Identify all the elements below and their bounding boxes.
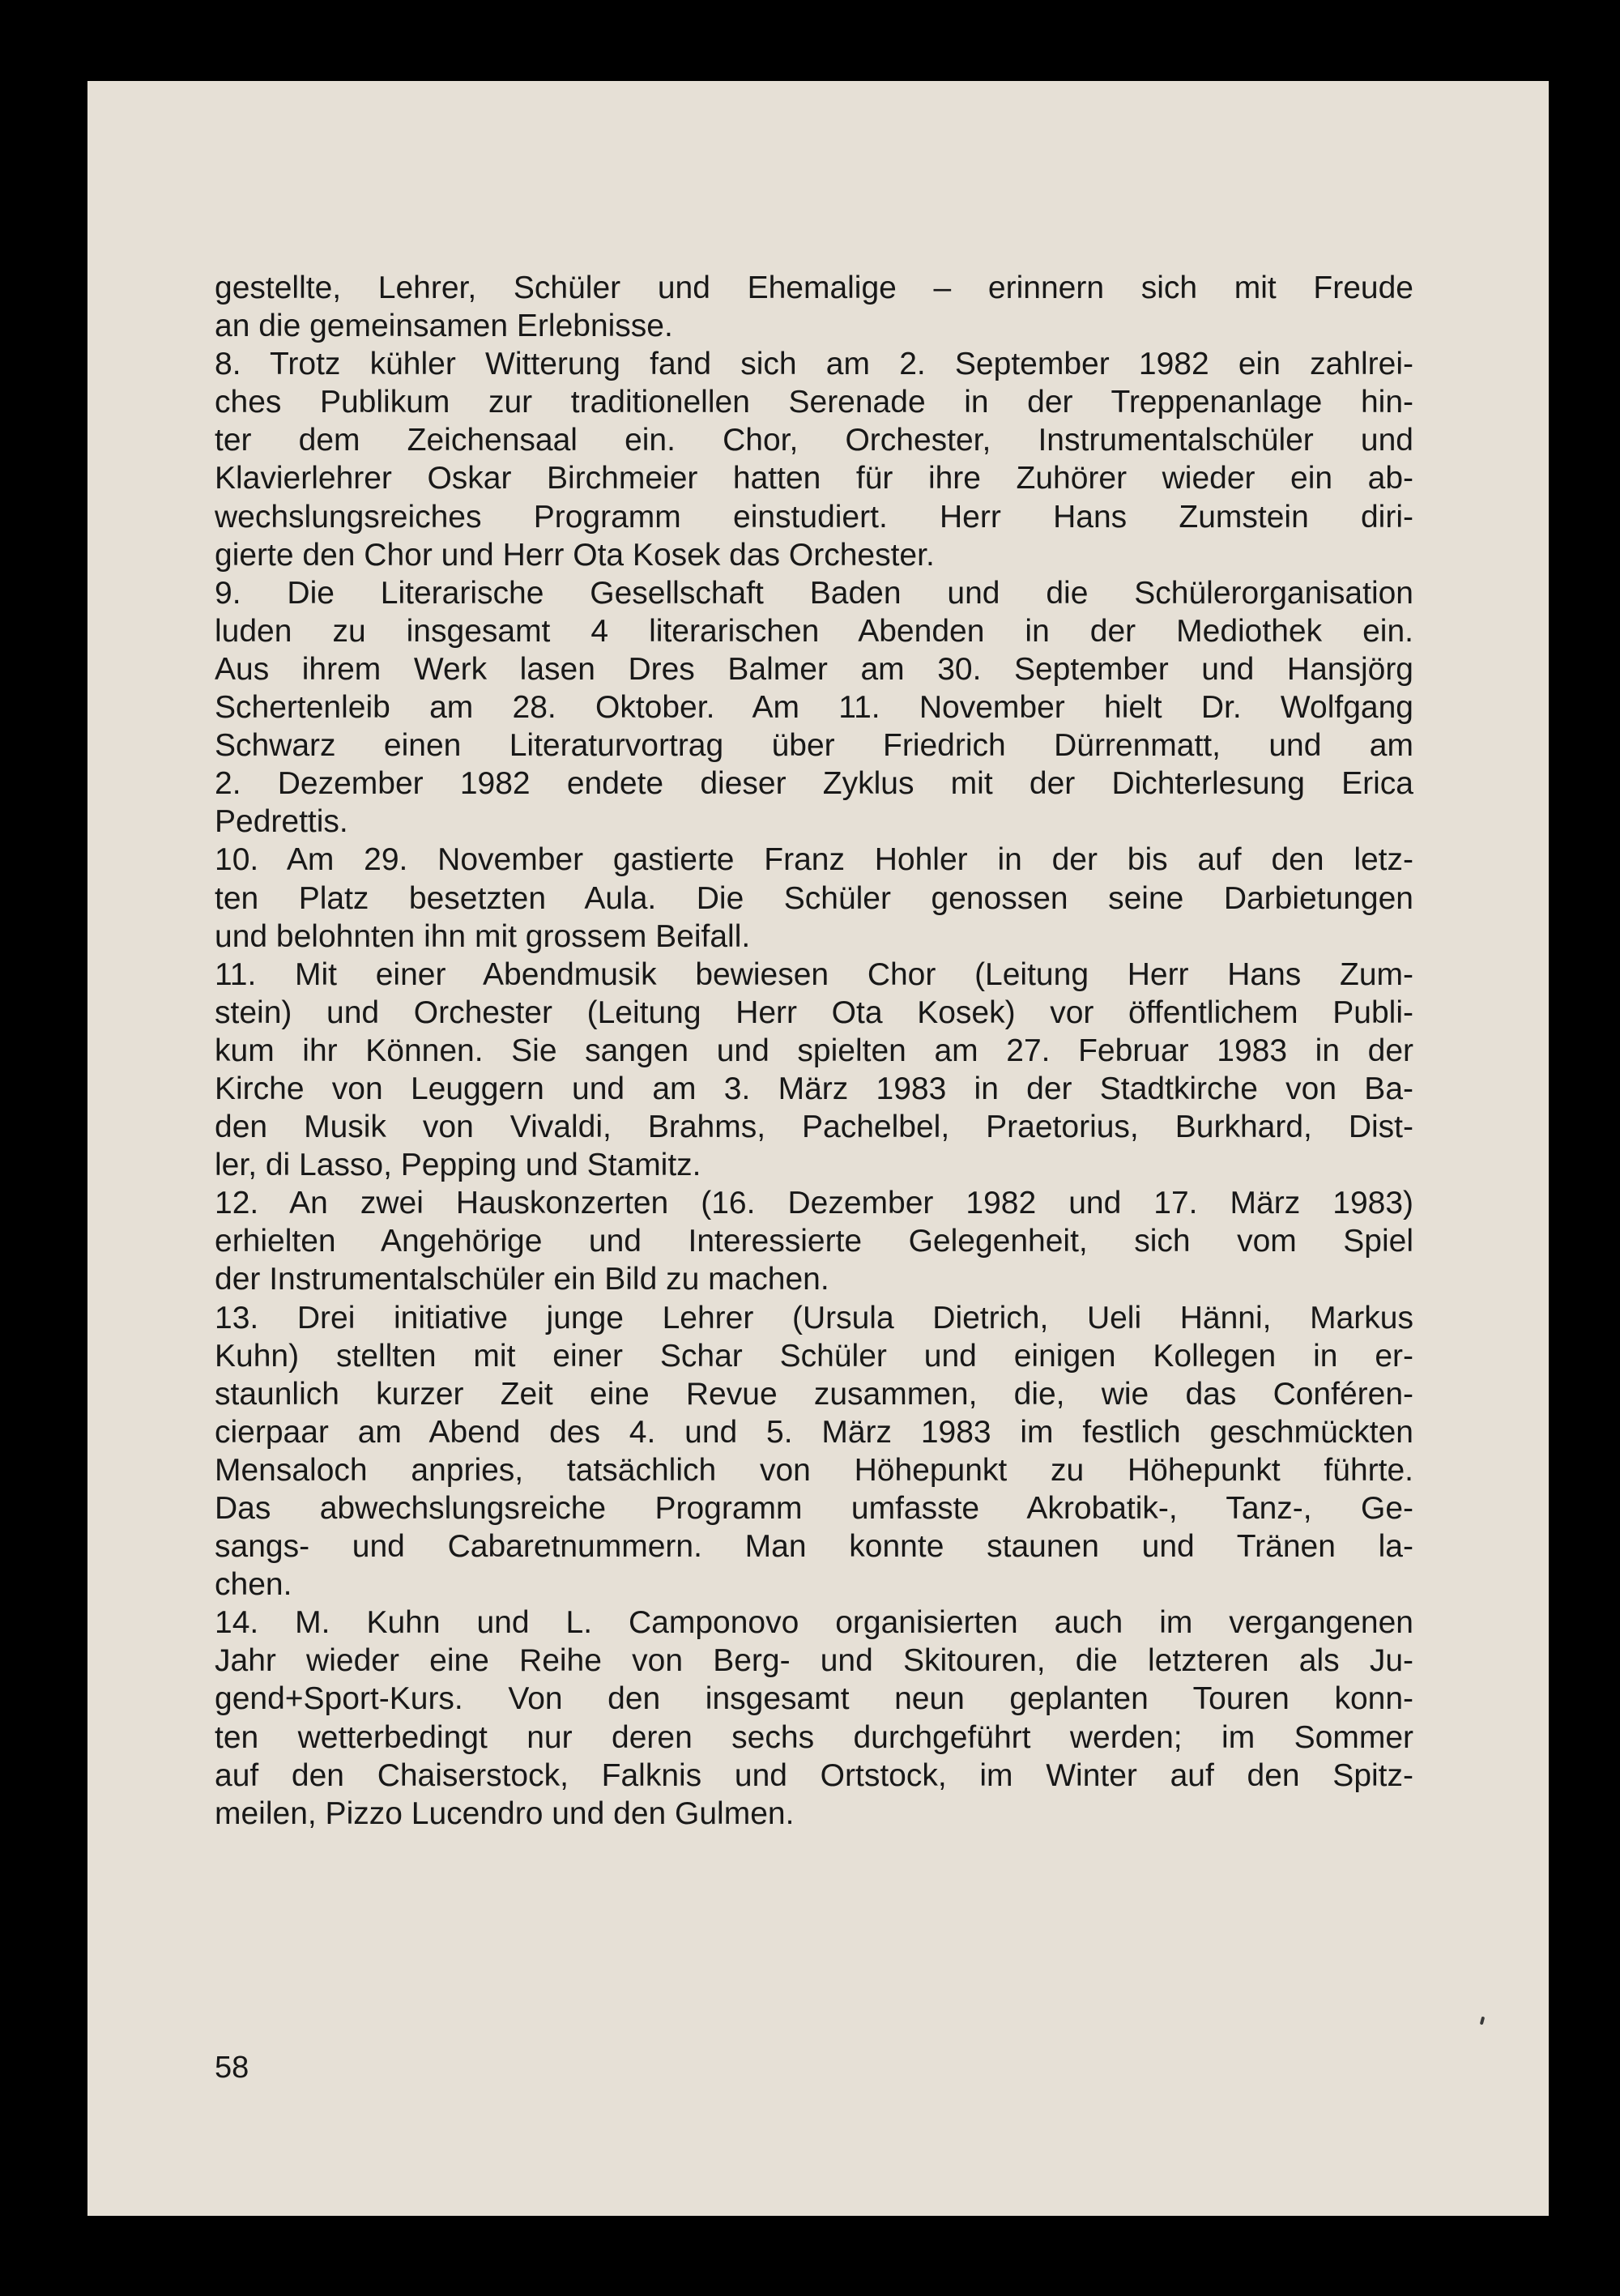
page-number: 58 <box>215 2051 249 2085</box>
text-line: und belohnten ihn mit grossem Beifall. <box>215 918 751 954</box>
text-line: Mensaloch anpries, tatsächlich von Höhepunkt zu Höhepunkt führte. <box>215 1452 1413 1488</box>
text-line: 8. Trotz kühler Witterung fand sich am 2. September 1982 ein zahlrei- <box>215 347 1413 382</box>
text-line: stein) und Orchester (Leitung Herr Ota Kosek) vor öffentlichem Publi- <box>215 995 1413 1030</box>
text-line: ches Publikum zur traditionellen Serenade in der Treppenanlage hin- <box>215 385 1413 420</box>
text-line: der Instrumentalschüler ein Bild zu machen. <box>215 1262 829 1297</box>
text-line: ten wetterbedingt nur deren sechs durchgeführt werden; im Sommer <box>215 1719 1413 1755</box>
text-line: Das abwechslungsreiche Programm umfasste Akrobatik-, Tanz-, Ge- <box>215 1491 1413 1526</box>
text-line: Kirche von Leuggern und am 3. März 1983 in der Stadtkirche von Ba- <box>215 1071 1413 1106</box>
text-line: den Musik von Vivaldi, Brahms, Pachelbel, Praetorius, Burkhard, Dist- <box>215 1110 1413 1145</box>
text-line: wechslungsreiches Programm einstudiert. Herr Hans Zumstein diri- <box>215 499 1413 535</box>
text-line: auf den Chaiserstock, Falknis und Ortstock, im Winter auf den Spitz- <box>215 1757 1413 1793</box>
text-line: Aus ihrem Werk lasen Dres Balmer am 30. September und Hansjörg <box>215 651 1413 687</box>
text-line: meilen, Pizzo Lucendro und den Gulmen. <box>215 1795 795 1831</box>
text-line: Klavierlehrer Oskar Birchmeier hatten für ihre Zuhörer wieder ein ab- <box>215 461 1413 496</box>
text-line: gestellte, Lehrer, Schüler und Ehemalige – erinnern sich mit Freude <box>215 270 1413 305</box>
text-line: gend+Sport-Kurs. Von den insgesamt neun geplanten Touren konn- <box>215 1681 1413 1717</box>
text-line: Jahr wieder eine Reihe von Berg- und Skitouren, die letzteren als Ju- <box>215 1643 1413 1679</box>
text-line: luden zu insgesamt 4 literarischen Abenden in der Mediothek ein. <box>215 613 1413 649</box>
text-line: sangs- und Cabaretnummern. Man konnte staunen und Tränen la- <box>215 1529 1413 1565</box>
text-line: ter dem Zeichensaal ein. Chor, Orchester, Instrumentalschüler und <box>215 423 1413 458</box>
text-line: Schertenleib am 28. Oktober. Am 11. November hielt Dr. Wolfgang <box>215 690 1413 726</box>
text-line: 10. Am 29. November gastierte Franz Hohler in der bis auf den letz- <box>215 842 1413 878</box>
text-line: 12. An zwei Hauskonzerten (16. Dezember 1982 und 17. März 1983) <box>215 1186 1413 1221</box>
text-line: an die gemeinsamen Erlebnisse. <box>215 309 673 344</box>
book-page <box>87 81 1549 2216</box>
text-line: Schwarz einen Literaturvortrag über Friedrich Dürrenmatt, und am <box>215 728 1413 764</box>
body-text <box>215 269 1413 1833</box>
text-line: cierpaar am Abend des 4. und 5. März 1983 im festlich geschmückten <box>215 1414 1413 1450</box>
ink-speck <box>1480 2017 1485 2026</box>
text-line: Pedrettis. <box>215 804 348 840</box>
text-line: 2. Dezember 1982 endete dieser Zyklus mit der Dichterlesung Erica <box>215 766 1413 802</box>
text-line: 13. Drei initiative junge Lehrer (Ursula Dietrich, Ueli Hänni, Markus <box>215 1300 1413 1335</box>
text-line: chen. <box>215 1567 292 1603</box>
text-line: 9. Die Literarische Gesellschaft Baden und die Schülerorganisation <box>215 575 1413 611</box>
text-line: ten Platz besetzten Aula. Die Schüler genossen seine Darbietungen <box>215 880 1413 916</box>
text-line: 14. M. Kuhn und L. Camponovo organisierten auch im vergangenen <box>215 1605 1413 1641</box>
text-line: ler, di Lasso, Pepping und Stamitz. <box>215 1148 701 1183</box>
text-line: staunlich kurzer Zeit eine Revue zusammen, die, wie das Conféren- <box>215 1376 1413 1412</box>
text-line: kum ihr Können. Sie sangen und spielten am 27. Februar 1983 in der <box>215 1033 1413 1068</box>
text-line: Kuhn) stellten mit einer Schar Schüler und einigen Kollegen in er- <box>215 1338 1413 1374</box>
text-line: 11. Mit einer Abendmusik bewiesen Chor (Leitung Herr Hans Zum- <box>215 956 1413 992</box>
text-line: gierte den Chor und Herr Ota Kosek das Orchester. <box>215 537 935 573</box>
text-line: erhielten Angehörige und Interessierte Gelegenheit, sich vom Spiel <box>215 1224 1413 1259</box>
